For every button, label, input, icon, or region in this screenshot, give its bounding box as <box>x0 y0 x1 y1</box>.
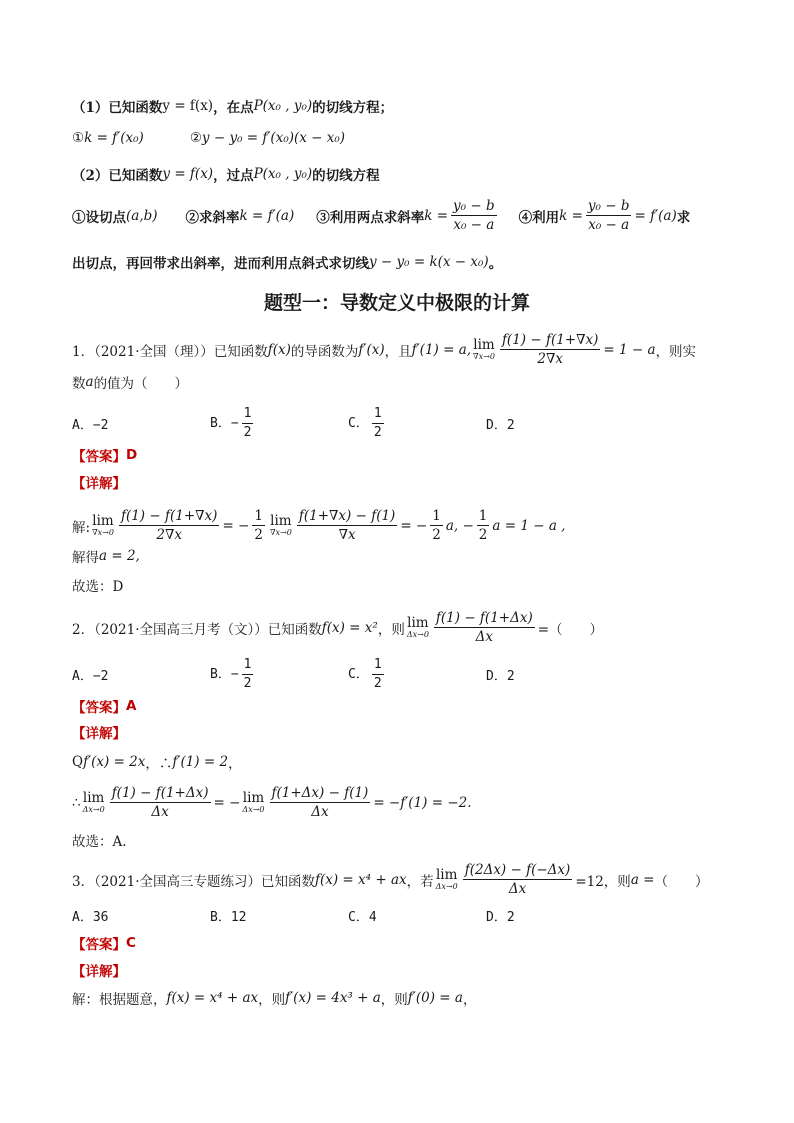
case2-line <box>72 164 380 184</box>
q3-num: f(2Δx) − f(−Δx) <box>464 862 571 878</box>
q3-stem-c: =12，则 <box>575 873 631 890</box>
q1-answer-value: D <box>126 447 138 463</box>
step3-den: x₀ − a <box>453 217 495 233</box>
q2-opt-d-value: 2 <box>506 669 515 684</box>
q1-solve <box>72 546 140 566</box>
q1-sol-h3 <box>477 508 490 543</box>
q3-stem <box>72 862 708 897</box>
q2-opt-b-value: − <box>230 667 239 682</box>
case1-label: （1）已知函数 <box>72 100 163 116</box>
q3-opt-d-label: D． <box>486 910 507 925</box>
q1-choose-text: 故选：D <box>72 579 124 595</box>
q2-opt-a-value: −2 <box>92 669 109 684</box>
q3-option-a[interactable] <box>72 906 210 925</box>
formula-b-label: ② <box>189 130 202 146</box>
q1-opt-d-value: 2 <box>506 418 515 433</box>
q1-stem-a: 1．（2021·全国（理））已知函数 <box>72 343 268 360</box>
case2-func: y = f(x) <box>162 166 214 182</box>
q2-sol2-limit <box>83 791 105 814</box>
q2-opt-b-den: 2 <box>243 676 252 691</box>
q1-sol-h2 <box>430 508 443 543</box>
step1-math: (a,b) <box>126 207 158 224</box>
q1-sol-num1: f(1) − f(1+∇x) <box>120 508 218 524</box>
q1-stem <box>72 332 696 367</box>
q2-options <box>72 657 624 692</box>
q1-stem-b: 的导函数为 <box>290 343 359 360</box>
q2-sol2-num1: f(1) − f(1+Δx) <box>111 785 209 801</box>
q1-detail <box>72 472 126 492</box>
q2-sol1 <box>72 752 242 772</box>
q1-sol-prefix: 解: <box>72 519 91 536</box>
q1-opt-d-label: D． <box>486 418 507 433</box>
q1-opt-b-value: − <box>230 416 239 431</box>
q2-lim-sub: Δx→0 <box>406 630 429 639</box>
q1-sol-h3-den: 2 <box>478 527 488 543</box>
q1-choose <box>72 575 123 595</box>
step4-end: 求 <box>676 209 691 226</box>
q1-solve-value: a = 2, <box>99 548 140 564</box>
cont-math: y − y₀ = k(x − x₀) <box>369 254 489 270</box>
q1-sol-den2: ∇x <box>338 527 356 543</box>
q3-sol-a: 解：根据题意， <box>72 992 167 1008</box>
q3-den: Δx <box>508 881 527 897</box>
q2-sol2 <box>72 785 472 820</box>
q1-rhs: = 1 − a <box>603 341 656 358</box>
q2-func: f(x) = x² <box>321 619 378 636</box>
q2-opt-b-label: B． <box>210 667 231 682</box>
case2-point: P(x₀ , y₀) <box>253 166 313 182</box>
q2-detail <box>72 722 126 742</box>
q1-stem-f: 的值为（ ） <box>93 376 189 392</box>
q2-sol2-den2: Δx <box>311 804 329 820</box>
cont-end: 。 <box>488 256 503 272</box>
q1-solve-label: 解得 <box>72 550 99 566</box>
q1-opt-c-label: C． <box>348 416 369 431</box>
q2-opt-b-frac <box>242 657 254 692</box>
q3-opt-c-value: 4 <box>368 910 377 925</box>
q1-sol-lim2-sub: ∇x→0 <box>269 528 292 537</box>
q1-option-d[interactable] <box>486 414 624 433</box>
q1-opt-b-frac <box>242 406 254 441</box>
step4: ④利用 <box>518 209 560 226</box>
step1: ①设切点 <box>72 209 126 226</box>
q3-answer <box>72 933 136 953</box>
q1-opt-b-num: 1 <box>242 406 254 424</box>
q1-solution <box>72 508 565 543</box>
q2-fraction <box>434 610 535 645</box>
q1-num: f(1) − f(1+∇x) <box>501 332 599 348</box>
q2-option-b[interactable] <box>210 657 348 692</box>
q3-option-b[interactable] <box>210 906 348 925</box>
q3-sol-e: ，则 <box>380 992 408 1008</box>
q3-detail <box>72 960 126 980</box>
q1-sol-h2-den: 2 <box>432 527 441 543</box>
q1-den: 2∇x <box>537 351 563 367</box>
q2-stem-b: ，则 <box>377 621 405 638</box>
q1-sol-lim-word: lim <box>92 513 114 529</box>
q1-option-a[interactable] <box>72 414 210 433</box>
q2-sol2-frac2 <box>270 785 371 820</box>
q2-opt-c-den: 2 <box>373 676 382 691</box>
q1-var: a <box>85 374 94 390</box>
q2-sol2-den1: Δx <box>151 804 169 820</box>
q2-sol2-frac1 <box>110 785 211 820</box>
formula-line <box>72 130 345 146</box>
q2-stem <box>72 610 603 645</box>
q2-sol1-d: f′(1) = 2 <box>172 754 229 770</box>
q3-lim-sub: Δx→0 <box>435 882 458 891</box>
cont-text: 出切点，再回带求出斜率，进而利用点斜式求切线 <box>72 256 369 272</box>
cont-line <box>72 252 502 272</box>
q1-sol-limit <box>92 514 114 537</box>
q1-sol-lim-sub: ∇x→0 <box>92 528 114 537</box>
q1-option-c[interactable] <box>348 406 486 441</box>
q2-choose <box>72 830 127 850</box>
q1-sol-half <box>252 508 265 543</box>
q1-answer-label: 【答案】 <box>72 449 126 465</box>
q3-sol-f: f′(0) = a <box>407 990 463 1006</box>
q1-sol-frac1 <box>119 508 219 543</box>
q1-opt-a-label: A． <box>72 418 93 433</box>
q1-lim-word: lim <box>473 337 495 353</box>
q1-sol-eq2: = − <box>400 517 428 534</box>
steps-line <box>72 198 690 233</box>
q1-stem-cont <box>72 372 188 392</box>
q2-sol1-a: Q <box>72 754 84 770</box>
q1-sol-limit2 <box>270 514 292 537</box>
q1-sol-eq1: = − <box>222 517 250 534</box>
q1-sol-lim2-word: lim <box>270 513 292 529</box>
q2-stem-c: =（ ） <box>537 621 604 638</box>
q1-limit <box>473 338 495 361</box>
q2-sol2-a: ∴ <box>72 794 81 811</box>
q2-sol2-lim2-word: lim <box>242 790 265 806</box>
q1-fx: f(x) <box>267 341 291 358</box>
q1-detail-label: 【详解】 <box>72 476 126 492</box>
step3-fraction <box>451 198 497 233</box>
q2-sol2-limit2 <box>242 791 264 814</box>
q2-lim-word: lim <box>407 615 429 631</box>
q2-sol1-e: ， <box>228 756 242 772</box>
q1-opt-c-num: 1 <box>372 406 384 424</box>
q3-var: a = <box>630 871 655 888</box>
q1-sol-mid: a, − <box>445 517 474 534</box>
q1-opt-c-den: 2 <box>373 425 382 440</box>
section-title: 题型一：导数定义中极限的计算 <box>263 292 530 314</box>
q3-sol-g: ， <box>462 992 477 1008</box>
q1-opt-a-value: −2 <box>92 418 109 433</box>
q2-sol2-lim-word: lim <box>82 790 105 806</box>
q2-opt-c-frac <box>372 657 384 692</box>
q2-sol1-c: ，∴ <box>145 756 173 772</box>
q1-sol-half-num: 1 <box>254 508 263 524</box>
q2-option-a[interactable] <box>72 665 210 684</box>
q2-num: f(1) − f(1+Δx) <box>435 610 533 626</box>
q2-option-c[interactable] <box>348 657 486 692</box>
q3-opt-c-label: C． <box>348 910 369 925</box>
q3-options <box>72 906 624 925</box>
case1-point: P(x₀ , y₀) <box>253 98 313 114</box>
q3-opt-b-label: B． <box>210 910 231 925</box>
q3-func: f(x) = x⁴ + ax <box>315 871 407 888</box>
case1-line <box>72 96 393 116</box>
q3-answer-label: 【答案】 <box>72 937 126 953</box>
q2-stem-a: 2．（2021·全国高三月考（文））已知函数 <box>72 621 322 638</box>
q1-sol-den1: 2∇x <box>156 527 183 543</box>
q2-opt-a-label: A． <box>72 669 93 684</box>
formula-a-label: ① <box>72 130 85 146</box>
step3-num: y₀ − b <box>453 198 495 214</box>
q1-sol-num2: f(1+∇x) − f(1) <box>298 508 396 524</box>
q3-opt-a-value: 36 <box>92 910 109 925</box>
q2-answer-label: 【答案】 <box>72 700 126 716</box>
q2-answer <box>72 696 136 716</box>
step2: ②求斜率 <box>185 209 240 226</box>
formula-b: y − y₀ = f′(x₀)(x − x₀) <box>201 130 346 146</box>
q3-detail-label: 【详解】 <box>72 964 126 980</box>
q2-den: Δx <box>475 629 494 645</box>
q2-sol2-eq: = − <box>213 794 241 811</box>
q1-sol-half-den: 2 <box>254 527 263 543</box>
q1-sol-end: a = 1 − a , <box>492 517 566 534</box>
q3-stem-b: ，若 <box>406 873 434 890</box>
q2-answer-value: A <box>126 698 137 714</box>
q3-option-c[interactable] <box>348 906 486 925</box>
q2-opt-c-label: C． <box>348 667 369 682</box>
q2-sol1-b: f′(x) = 2x <box>83 754 146 770</box>
step4-lhs: k = <box>559 207 583 224</box>
q1-sol-frac2 <box>297 508 397 543</box>
step4-num: y₀ − b <box>587 198 630 214</box>
q3-stem-d: （ ） <box>654 873 709 890</box>
q3-solution <box>72 988 476 1008</box>
step2-math: k = f′(a) <box>239 207 295 224</box>
q1-sol-h2-num: 1 <box>432 508 441 524</box>
q3-limit <box>436 868 458 891</box>
q1-opt-b-label: B． <box>210 416 231 431</box>
step4-rhs: = f′(a) <box>634 207 677 224</box>
case2-label: （2）已知函数 <box>72 168 163 184</box>
q2-opt-c-num: 1 <box>372 657 384 675</box>
q2-limit <box>407 616 429 639</box>
q1-fraction <box>500 332 600 367</box>
q2-sol2-end: = −f′(1) = −2. <box>373 794 472 811</box>
q3-fraction <box>463 862 573 897</box>
q2-option-d[interactable] <box>486 665 624 684</box>
step4-den: x₀ − a <box>588 217 630 233</box>
q2-sol2-lim-sub: Δx→0 <box>82 805 105 814</box>
q3-sol-c: ，则 <box>258 992 286 1008</box>
q1-stem-e: 数 <box>72 376 86 392</box>
q3-answer-value: C <box>126 935 136 951</box>
q3-lim-word: lim <box>435 867 458 883</box>
step4-fraction <box>586 198 632 233</box>
q2-sol2-num2: f(1+Δx) − f(1) <box>271 785 369 801</box>
q1-fpx: f′(x) <box>358 341 385 358</box>
q2-sol2-lim2-sub: Δx→0 <box>242 805 265 814</box>
case1-func: y = f(x) <box>162 98 214 114</box>
q2-detail-label: 【详解】 <box>72 726 126 742</box>
q1-lim-sub: ∇x→0 <box>473 352 495 361</box>
q1-opt-b-den: 2 <box>243 425 252 440</box>
q1-stem-d: ，则实 <box>655 343 697 360</box>
q3-opt-b-value: 12 <box>230 910 247 925</box>
case2-mid: ，过点 <box>213 168 254 184</box>
step3-lhs: k = <box>424 207 449 224</box>
q1-options <box>72 406 624 441</box>
q1-cond: f′(1) = a, <box>411 341 472 358</box>
step3: ③利用两点求斜率 <box>316 209 425 226</box>
q1-opt-c-frac <box>372 406 384 441</box>
q1-answer <box>72 445 137 465</box>
q3-opt-a-label: A． <box>72 910 93 925</box>
case2-end: 的切线方程 <box>312 168 380 184</box>
q3-sol-d: f′(x) = 4x³ + a <box>285 990 381 1006</box>
q3-opt-d-value: 2 <box>506 910 515 925</box>
q1-option-b[interactable] <box>210 406 348 441</box>
formula-a: k = f′(x₀) <box>84 130 144 146</box>
case1-mid: ，在点 <box>213 100 254 116</box>
q1-sol-h3-num: 1 <box>478 508 488 524</box>
q3-sol-b: f(x) = x⁴ + ax <box>166 990 259 1006</box>
q2-choose-text: 故选：A. <box>72 834 127 850</box>
q2-opt-b-num: 1 <box>242 657 254 675</box>
q1-stem-c: ，且 <box>384 343 412 360</box>
q3-option-d[interactable] <box>486 906 624 925</box>
q3-stem-a: 3．（2021·全国高三专题练习）已知函数 <box>72 873 315 890</box>
case1-end: 的切线方程； <box>312 100 394 116</box>
q2-opt-d-label: D． <box>486 669 507 684</box>
